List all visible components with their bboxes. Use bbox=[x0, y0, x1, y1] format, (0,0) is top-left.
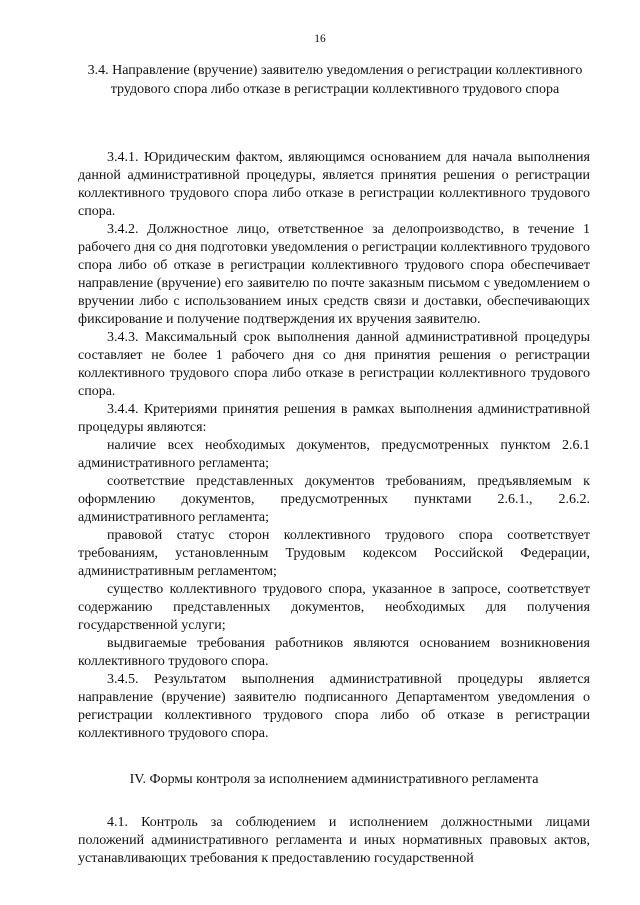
paragraph-3-4-4: 3.4.4. Критериями принятия решения в рамках выполнения административной процедуры являются: bbox=[78, 402, 590, 435]
section-4-title: IV. Формы контроля за исполнением административного регламента bbox=[129, 772, 539, 787]
section-title: 3.4. Направление (вручение) заявителю уведомления о регистрации коллективного трудового спора либо отказе в регистрации коллективного трудового спора bbox=[87, 63, 583, 97]
paragraph-3-4-1: 3.4.1. Юридическим фактом, являющимся основанием для начала выполнения данной административной процедуры, является принятия решения о регистрации коллективного трудового спора либо отказе в регистрации коллективного трудового спора. bbox=[78, 150, 590, 219]
paragraph-3-4-3: 3.4.3. Максимальный срок выполнения данной административной процедуры составляет не более 1 рабочего дня со дня принятия решения о регистрации коллективного трудового спора либо отказе в регистрации коллективного трудового спора. bbox=[78, 330, 590, 399]
criterion-item: правовой статус сторон коллективного трудового спора соответствует требованиям, установленным Трудовым кодексом Российской Федерации, административным регламентом; bbox=[78, 528, 590, 579]
criterion-item: выдвигаемые требования работников являются основанием возникновения коллективного трудового спора. bbox=[78, 636, 590, 669]
paragraph-3-4-2: 3.4.2. Должностное лицо, ответственное за делопроизводство, в течение 1 рабочего дня со дня подготовки уведомления о регистрации коллективного трудового спора либо об отказе в регистрации коллективного трудового спора обеспечивает направление (вручение) его заявителю по почте заказным письмом с уведомлением о вручении либо с использованием иных средств связи и доставки, обеспечивающих фиксирование и получение подтверждения их вручения заявителю. bbox=[78, 222, 590, 327]
document-body bbox=[78, 149, 590, 868]
paragraph-4-1: 4.1. Контроль за соблюдением и исполнением должностными лицами положений административного регламента и иных нормативных правовых актов, устанавливающих требования к предоставлению государственной bbox=[78, 815, 590, 866]
paragraph-3-4-5: 3.4.5. Результатом выполнения административной процедуры является направление (вручение) заявителю подписанного Департаментом уведомления о регистрации коллективного трудового спора либо об отказе в регистрации коллективного трудового спора. bbox=[78, 672, 590, 741]
criterion-item: существо коллективного трудового спора, указанное в запросе, соответствует содержанию представленных документов, необходимых для получения государственной услуги; bbox=[78, 582, 590, 633]
criterion-item: наличие всех необходимых документов, предусмотренных пунктом 2.6.1 административного регламента; bbox=[78, 438, 590, 471]
criterion-item: соответствие представленных документов требованиям, предъявляемым к оформлению документов, предусмотренных пунктами 2.6.1., 2.6.2. административного регламента; bbox=[78, 474, 590, 525]
page-number: 16 bbox=[314, 33, 326, 45]
